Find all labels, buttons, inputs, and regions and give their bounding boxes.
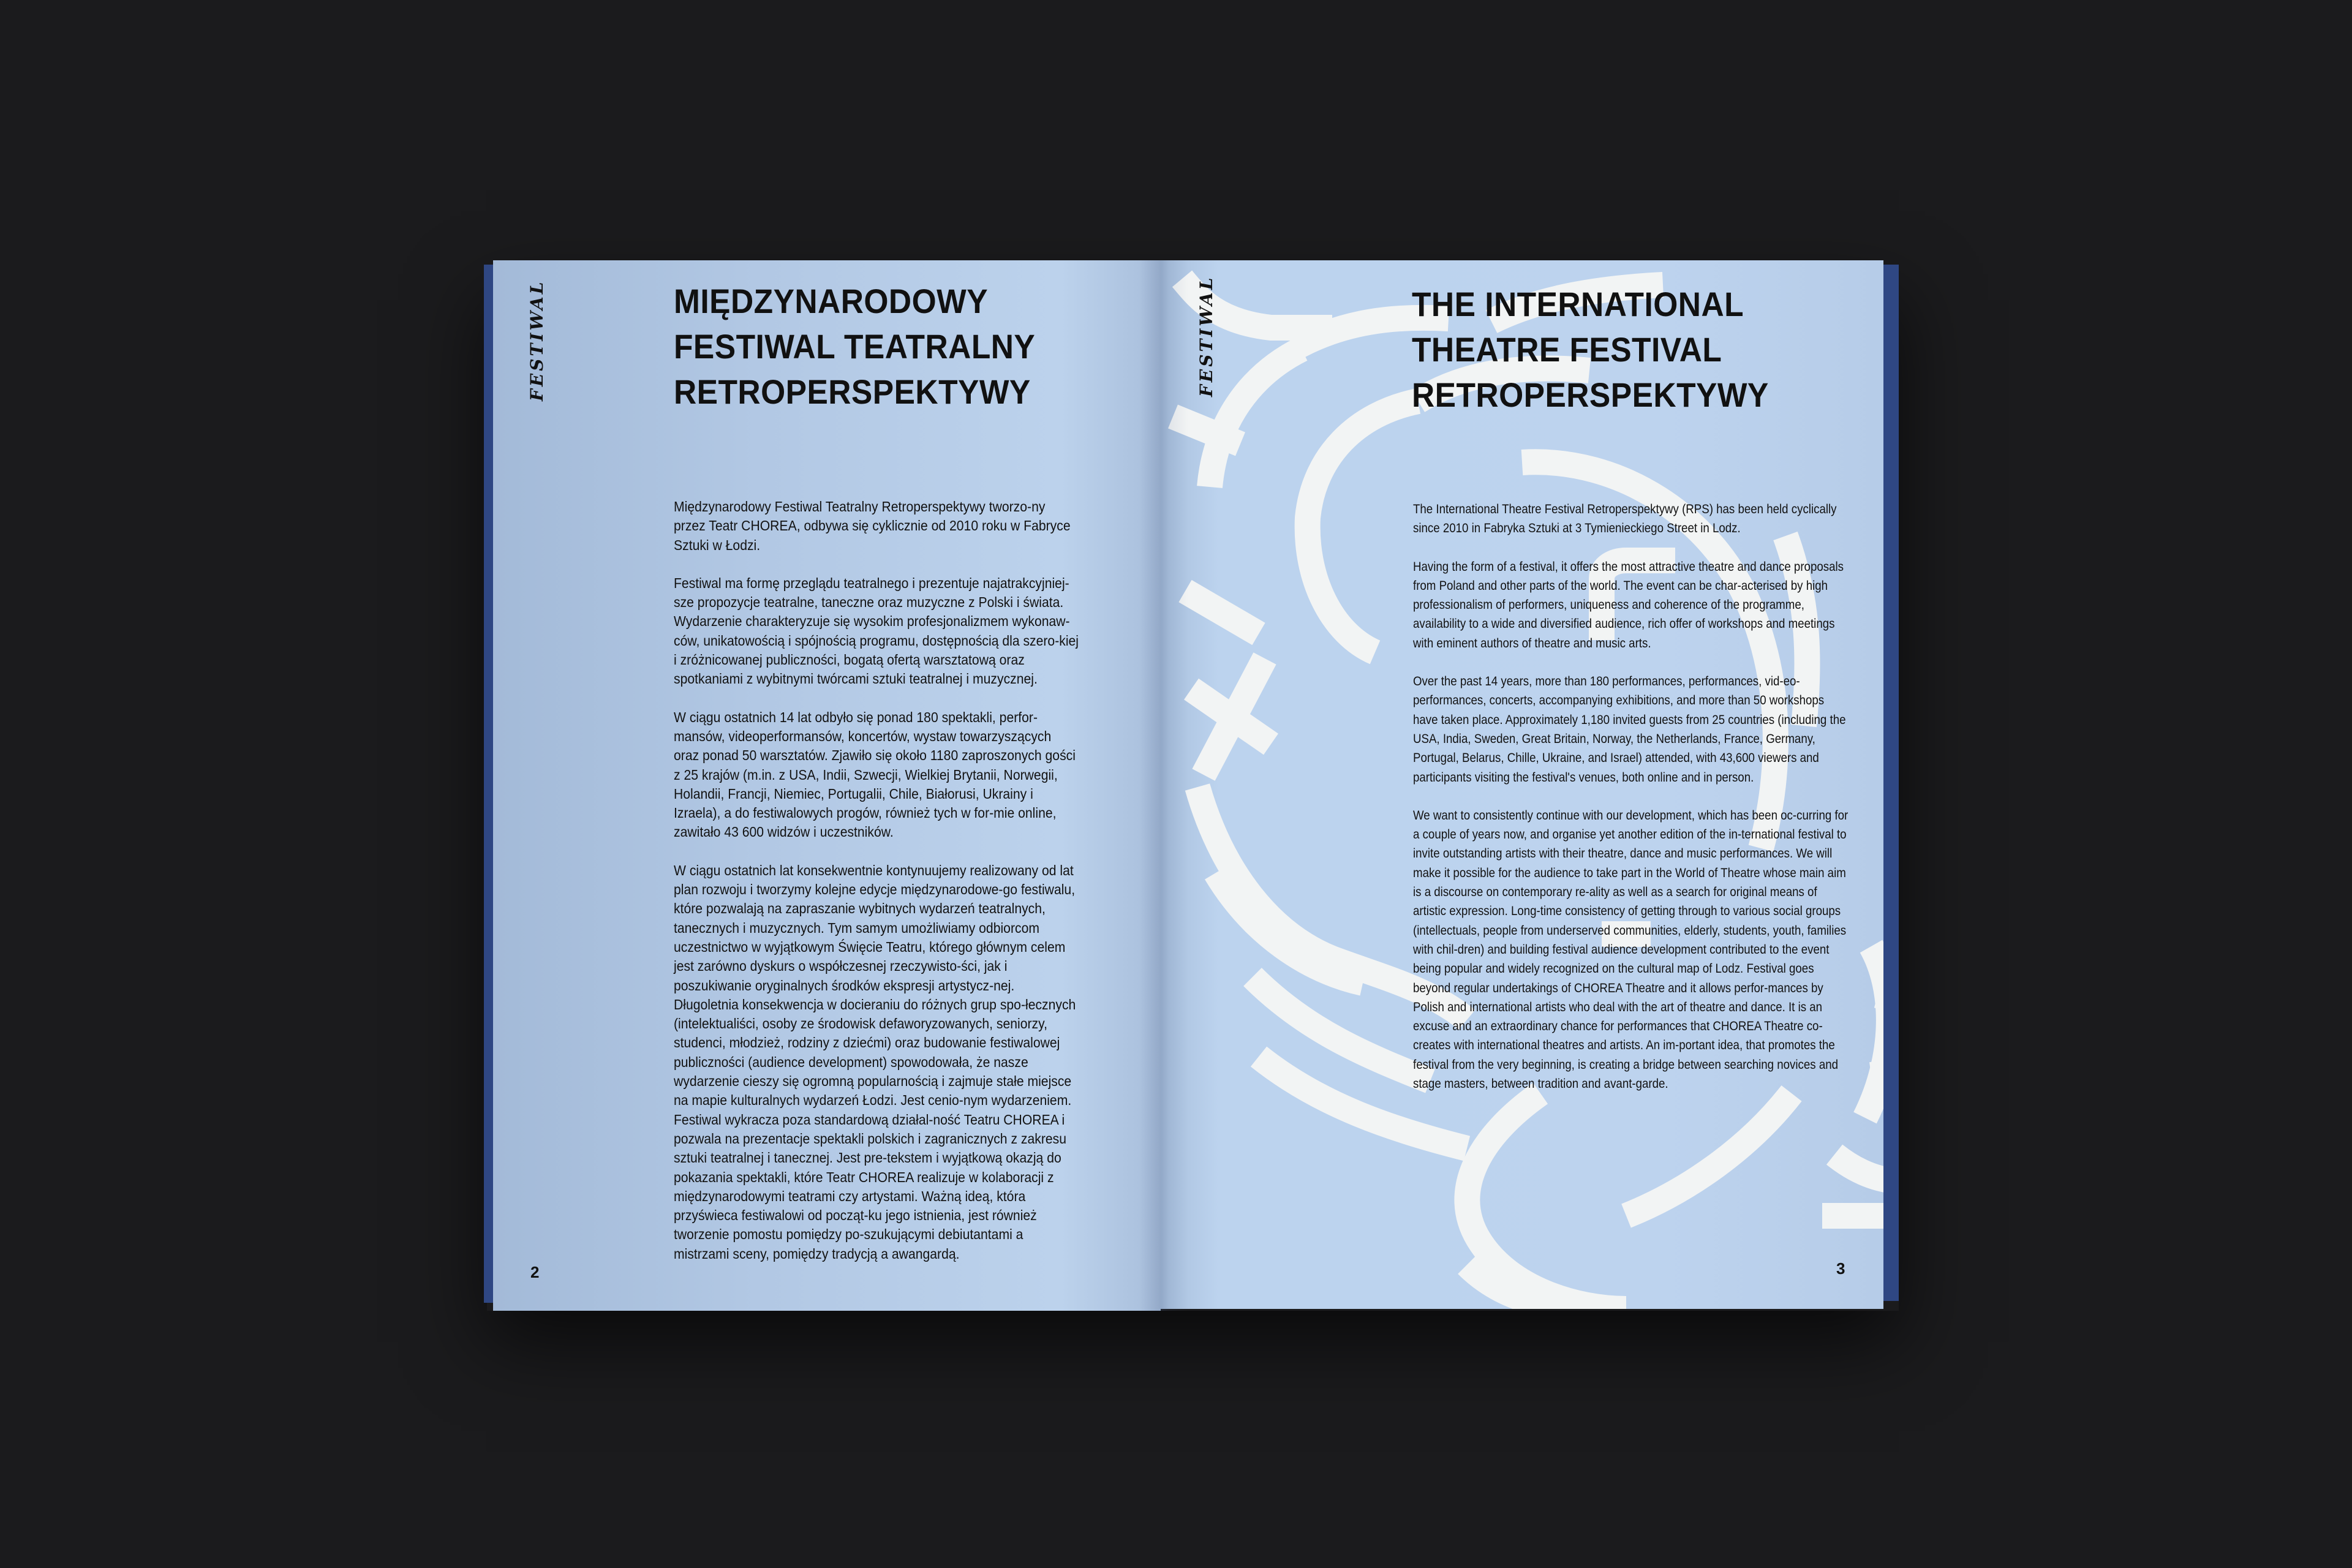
right-paragraph-2: Having the form of a festival, it offers the most attractive theatre and dance proposals from Poland and other parts of the world. The event can be char-acterised by high professionalism of performers, uniqueness and coherence of the programme, availability to a wide and diversified audience, rich offer of workshops and meetings with eminent authors of theatre and music arts.	[1413, 559, 1844, 650]
right-body-text	[1413, 500, 1849, 1093]
left-title-line-3: RETROPERSPEKTYWY	[674, 372, 1031, 411]
left-paragraph-2: Festiwal ma formę przeglądu teatralnego i prezentuje najatrakcyjniej-sze propozycje teatralne, taneczne oraz muzyczne z Polski i świata. Wydarzenie charakteryzuje się wysokim profesjonalizmem wykonaw-ców, unikatowością i spójnością programu, dostępnością dla szero-kiej i zróżnicowanej publiczności, bogatą ofertą warsztatową oraz spotkaniami z wybitnymi twórcami sztuki teatralnej i muzycznej.	[674, 575, 1079, 687]
right-paragraph-3: Over the past 14 years, more than 180 performances, performances, vid-eo-performances, concerts, accompanying exhibitions, and more than 50 workshops have taken place. Approximately 1,180 invited guests from 25 countries (including the USA, India, Sweden, Great Britain, Norway, the Netherlands, France, Germany, Portugal, Belarus, Chille, Ukraine, and Israel) attended, with 43,600 viewers and participants visiting the festival's venues, both online and in person.	[1413, 674, 1846, 785]
left-paragraph-1: Międzynarodowy Festiwal Teatralny Retroperspektywy tworzo-ny przez Teatr CHOREA, odbywa się cyklicznie od 2010 roku w Fabryce Sztuki w Łodzi.	[674, 499, 1071, 553]
left-title-line-1: MIĘDZYNARODOWY	[674, 282, 989, 320]
right-title-line-2: THEATRE FESTIVAL	[1412, 330, 1722, 369]
left-paragraph-3: W ciągu ostatnich 14 lat odbyło się ponad 180 spektakli, perfor-mansów, videoperformansów, koncertów, wystaw towarzyszących oraz ponad 50 warsztatów. Zjawiło się około 1180 zaproszonych gości z 25 krajów (m.in. z USA, Indii, Szwecji, Wielkiej Brytanii, Norwegii, Holandii, Francji, Niemiec, Portugalii, Chile, Białorusi, Ukrainy i Izraela), a do festiwalowych progów, również tych w for-mie online, zawitało 43 600 widzów i uczestników.	[674, 709, 1076, 840]
right-title-line-1: THE INTERNATIONAL	[1412, 285, 1744, 323]
left-page-number: 2	[530, 1263, 540, 1281]
left-body-text	[674, 497, 1079, 1264]
left-running-head: FESTIWAL	[527, 279, 547, 401]
right-page-number: 3	[1836, 1259, 1845, 1278]
left-paragraph-4: W ciągu ostatnich lat konsekwentnie kontynuujemy realizowany od lat plan rozwoju i tworzymy kolejne edycje międzynarodowe-go festiwalu, które pozwalają na zapraszanie wybitnych wydarzeń teatralnych, tanecznych i muzycznych. Tym samym umożliwiamy odbiorcom uczestnictwo w wyjątkowym Święcie Teatru, którego głównym celem jest zarówno dyskurs o współczesnej rzeczywisto-ści, jak i poszukiwanie oryginalnych środków ekspresji artystycz-nej. Długoletnia konsekwencja w docieraniu do różnych grup spo-łecznych (intelektualiści, osoby ze środowisk defaworyzowanych, seniorzy, studenci, młodzież, rodziny z dziećmi) oraz budowanie festiwalowej publiczności (audience development) spowodowała, że nasze wydarzenie cieszy się ogromną popularnością i zajmuje stałe miejsce na mapie kulturalnych wydarzeń Łodzi. Jest cenio-nym wydarzeniem. Festiwal wykracza poza standardową działal-ność Teatru CHOREA i pozwala na prezentacje spektakli polskich i zagranicznych z zakresu sztuki teatralnej i tanecznej. Jest pre-tekstem i wyjątkową okazją do pokazania spektakli, które Teatr CHOREA realizuje w kolaboracji z międzynarodowymi teatrami czy artystami. Ważną ideą, która przyświeca festiwalowi od począt-ku jego istnienia, jest również tworzenie pomostu pomiędzy po-szukującymi debiutantami a mistrzami sceny, pomiędzy tradycją a awangardą.	[674, 862, 1076, 1262]
right-page-title	[1412, 282, 1769, 418]
right-paragraph-1: The International Theatre Festival Retroperspektywy (RPS) has been held cyclically since 2010 in Fabryka Sztuki at 3 Tymienieckiego Street in Lodz.	[1413, 502, 1837, 536]
left-title-line-2: FESTIWAL TEATRALNY	[674, 327, 1036, 366]
right-title-line-3: RETROPERSPEKTYWY	[1412, 375, 1769, 414]
left-page-title	[674, 279, 1035, 415]
gutter-shadow	[1139, 260, 1188, 1311]
right-running-head: FESTIWAL	[1196, 275, 1216, 397]
right-paragraph-4: We want to consistently continue with our development, which has been oc-curring for a couple of years now, and organise yet another edition of the in-ternational festival to invite outstanding artists with their theatre, dance and music performances. We will make it possible for the audience to take part in the World of Theatre whose main aim is a discourse on contemporary re-ality as well as a search for original means of artistic expression. Long-time consistency of getting through to various social groups (intellectuals, people from underserved communities, elderly, students, youth, families with chil-dren) and building festival audience development contributed to the event being popular and widely recognized on the cultural map of Lodz. Festival goes beyond regular undertakings of CHOREA Theatre and it allows perfor-mances by Polish and international artists who deal with the art of theatre and dance. It is an excuse and an extraordinary chance for performances that CHOREA Theatre co-creates with international theatres and artists. An im-portant idea, that promotes the festival from the very beginning, is creating a bridge between searching novices and stage masters, between tradition and avant-garde.	[1413, 808, 1849, 1091]
